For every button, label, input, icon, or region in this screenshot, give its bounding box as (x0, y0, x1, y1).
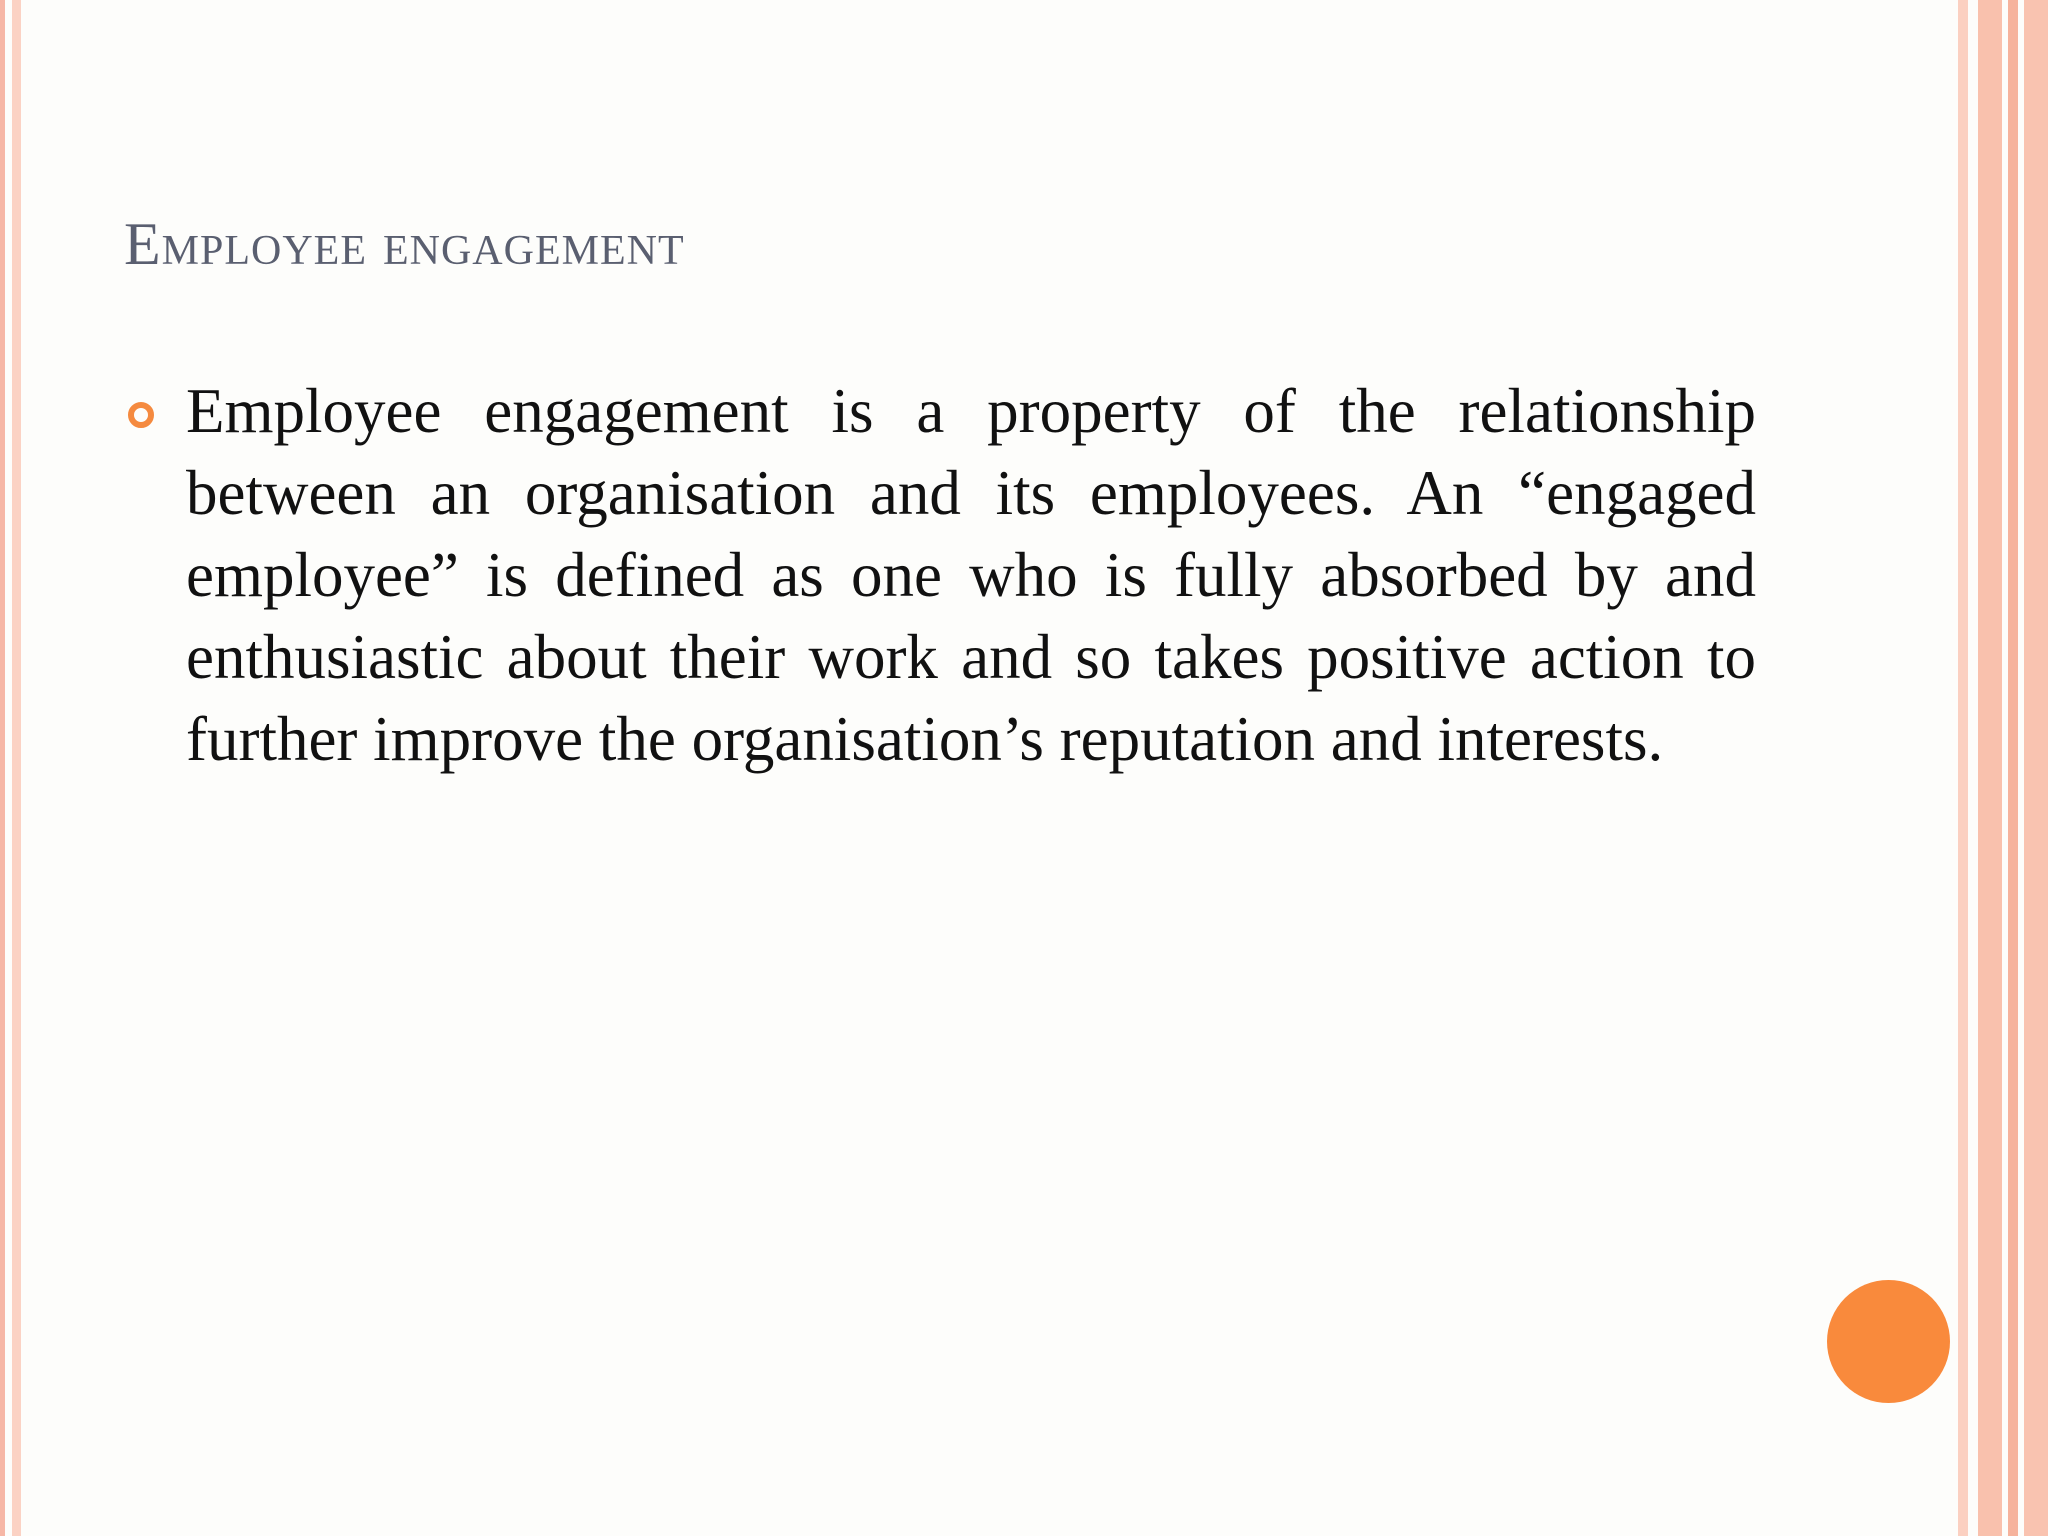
left-border-stripe (0, 0, 5, 1536)
right-border-stripe-1 (1958, 0, 1968, 1536)
slide-title: Employee engagement (124, 211, 685, 277)
orange-circle-decoration (1827, 1280, 1950, 1403)
left-border-stripe-inner (12, 0, 21, 1536)
ring-bullet-icon (128, 402, 154, 428)
right-border-stripe-4 (2024, 0, 2048, 1536)
bullet-item (128, 370, 1756, 780)
right-border-stripe-3 (2008, 0, 2018, 1536)
bullet-list (128, 370, 1756, 780)
bullet-text: Employee engagement is a property of the relationship between an organisation and its employees. An “engaged employee” is defined as one who is fully absorbed by and enthusiastic about their work and so takes positive action to further improve the organisation’s reputation and interests. (186, 376, 1756, 774)
right-border-stripe-2 (1978, 0, 2002, 1536)
